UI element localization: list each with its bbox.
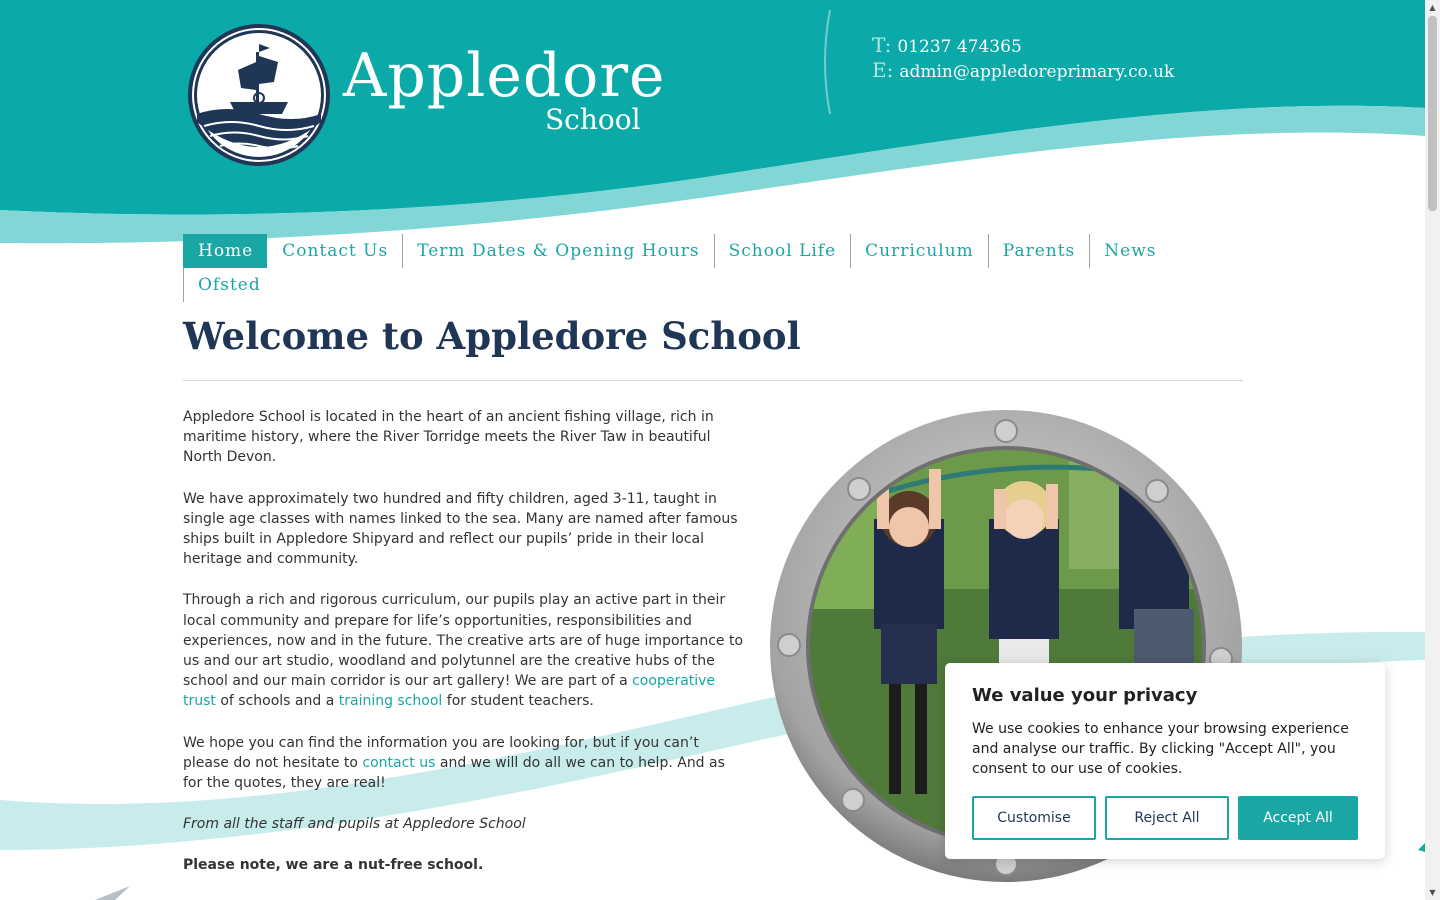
- nut-free-note: Please note, we are a nut-free school.: [183, 857, 484, 874]
- contact-email: [872, 58, 1174, 82]
- cookie-buttons: [972, 796, 1358, 840]
- cookie-consent-banner: [945, 663, 1385, 859]
- nav-row-1: [183, 234, 1183, 268]
- main-nav: [183, 234, 1183, 302]
- scroll-up-arrow-icon[interactable]: ▲: [1429, 3, 1436, 12]
- nav-item-home[interactable]: Home: [183, 234, 267, 268]
- nav-item-curriculum[interactable]: Curriculum: [850, 234, 988, 268]
- nav-row-2: [183, 268, 1183, 302]
- curriculum-text-2: of schools and a: [215, 693, 339, 710]
- intro-paragraph: Appledore School is located in the heart of an ancient fishing village, rich in maritime history, where the River Torridge meets the River Taw in beautiful North Devon.: [183, 409, 714, 466]
- title-divider: [183, 380, 1243, 381]
- curriculum-text-1: Through a rich and rigorous curriculum, our pupils play an active part in their local community and prepare for life’s opportunities, responsibilities and experiences, now and in the future. The creative arts are of huge importance to us and our art studio, woodland and polytunnel are the creative hubs of the school and our main corridor is our art gallery! We are part of a: [183, 592, 744, 690]
- cooperative-trust-link[interactable]: cooperative trust: [183, 673, 716, 710]
- contact-us-link[interactable]: contact us: [362, 754, 436, 771]
- school-name[interactable]: Appledore: [343, 41, 666, 111]
- header-divider: [820, 10, 850, 114]
- school-subname[interactable]: School: [545, 103, 641, 136]
- contact-phone: [872, 33, 1022, 57]
- ship-on-waves-badge-icon[interactable]: [186, 22, 332, 168]
- page-title: Welcome to Appledore School: [183, 314, 801, 358]
- accept-all-button[interactable]: Accept All: [1238, 796, 1358, 840]
- site-header: [0, 0, 1425, 230]
- email-link[interactable]: admin@appledoreprimary.co.uk: [899, 62, 1175, 82]
- curriculum-text-3: for student teachers.: [442, 693, 594, 710]
- curriculum-paragraph: [183, 590, 748, 711]
- phone-label: T:: [872, 33, 892, 57]
- nav-item-news[interactable]: News: [1089, 234, 1170, 268]
- customise-button[interactable]: Customise: [972, 796, 1096, 840]
- nav-item-parents[interactable]: Parents: [988, 234, 1090, 268]
- signoff: From all the staff and pupils at Appledore School: [183, 816, 526, 833]
- training-school-link[interactable]: training school: [338, 693, 443, 710]
- nav-item-school-life[interactable]: School Life: [714, 234, 851, 268]
- help-text-1: We hope you can find the information you are looking for, but if you can’t please do not hesitate to: [183, 734, 699, 771]
- reject-all-button[interactable]: Reject All: [1105, 796, 1229, 840]
- scroll-thumb[interactable]: [1428, 16, 1437, 211]
- email-label: E:: [872, 58, 894, 82]
- page-scrollbar[interactable]: [1425, 0, 1440, 900]
- nav-item-ofsted[interactable]: Ofsted: [183, 268, 275, 302]
- scroll-down-arrow-icon[interactable]: ▼: [1429, 888, 1436, 897]
- cookie-title: We value your privacy: [972, 685, 1198, 706]
- nav-item-contact-us[interactable]: Contact Us: [282, 241, 389, 261]
- help-paragraph: [183, 733, 748, 794]
- cookie-text: We use cookies to enhance your browsing experience and analyse our traffic. By clicking "Accept All", you consent to our use of cookies.: [972, 721, 1349, 777]
- children-paragraph: We have approximately two hundred and fifty children, aged 3-11, taught in single age classes with names linked to the sea. Many are named after famous ships built in Appledore Shipyard and reflect our pupils’ pride in their local heritage and community.: [183, 490, 738, 568]
- main-content: [183, 407, 748, 897]
- nav-item-term-dates[interactable]: Term Dates & Opening Hours: [402, 234, 713, 268]
- help-text-2: and we will do all we can to help. And as for the quotes, they are real!: [183, 754, 725, 792]
- phone-number[interactable]: 01237 474365: [897, 37, 1022, 57]
